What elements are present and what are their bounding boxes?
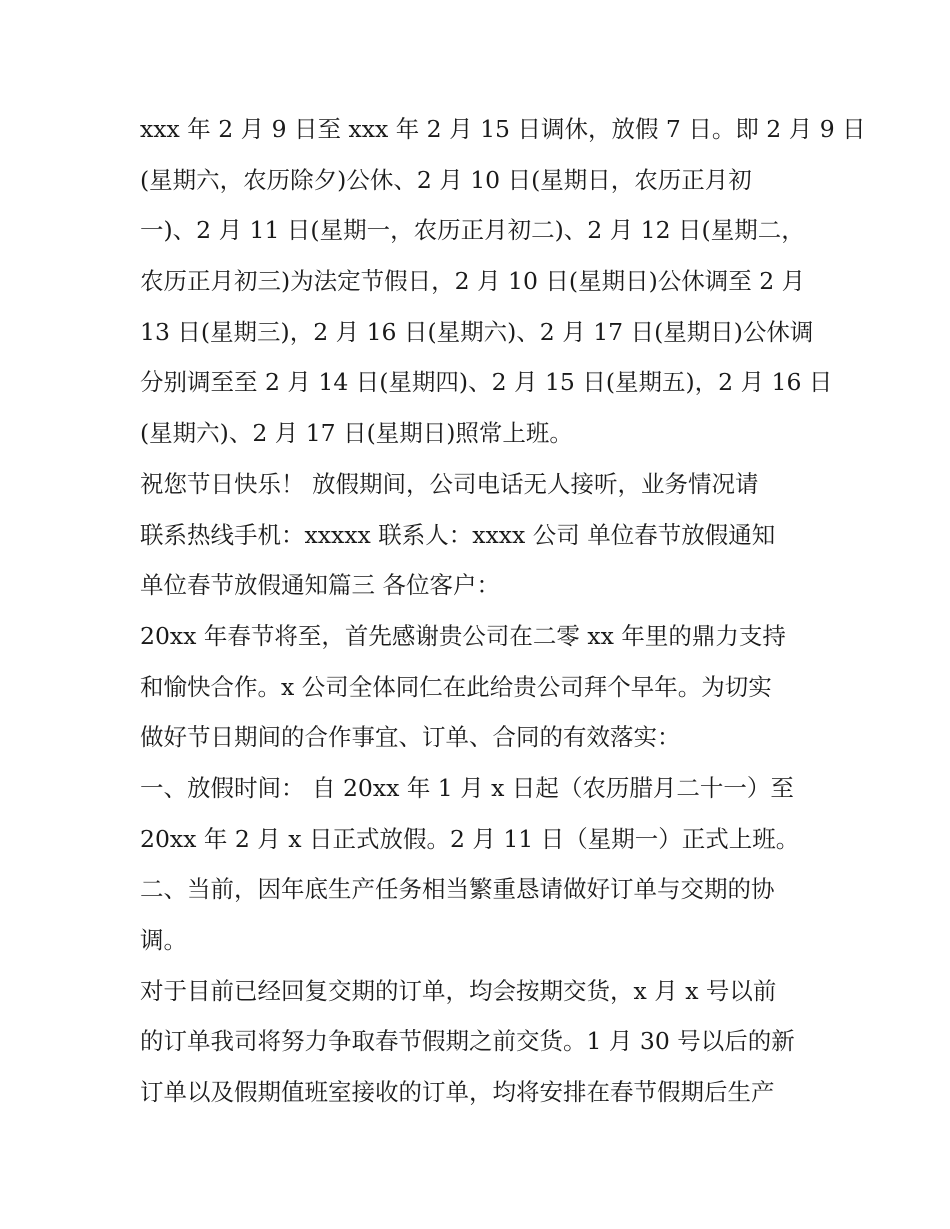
text-line-5: 13 日(星期三)，2 月 16 日(星期六)、2 月 17 日(星期日)公休调 <box>140 317 814 346</box>
text-line-8: 祝您节日快乐！ 放假期间，公司电话无人接听，业务情况请 <box>140 469 759 498</box>
text-line-14: 一、放假时间： 自 20xx 年 1 月 x 日起（农历腊月二十一）至 <box>140 773 794 802</box>
text-line-7: (星期六)、2 月 17 日(星期日)照常上班。 <box>140 419 573 448</box>
text-line-10: 单位春节放假通知篇三 各位客户： <box>140 571 500 600</box>
text-line-16: 二、当前，因年底生产任务相当繁重恳请做好订单与交期的协 <box>140 875 775 904</box>
text-line-12: 和愉快合作。x 公司全体同仁在此给贵公司拜个早年。为切实 <box>140 672 772 701</box>
text-line-13: 做好节日期间的合作事宜、订单、合同的有效落实： <box>140 723 681 752</box>
text-line-9: 联系热线手机：xxxxx 联系人：xxxx 公司 单位春节放假通知 <box>140 520 776 549</box>
text-line-17: 调。 <box>140 926 187 954</box>
text-line-1: xxx 年 2 月 9 日至 xxx 年 2 月 15 日调休，放假 7 日。即 2 月 9 日 <box>140 115 866 143</box>
body-text <box>140 104 866 1118</box>
text-line-4: 农历正月初三)为法定节假日，2 月 10 日(星期日)公休调至 2 月 <box>140 267 806 296</box>
text-line-19: 的订单我司将努力争取春节假期之前交货。1 月 30 号以后的新 <box>140 1027 795 1056</box>
text-line-2: (星期六，农历除夕)公休、2 月 10 日(星期日，农历正月初 <box>140 165 752 194</box>
text-line-3: 一)、2 月 11 日(星期一，农历正月初二)、2 月 12 日(星期二， <box>140 216 805 245</box>
text-line-6: 分别调至至 2 月 14 日(星期四)、2 月 15 日(星期五)，2 月 16 日 <box>140 368 833 397</box>
text-line-18: 对于目前已经回复交期的订单，均会按期交货，x 月 x 号以前 <box>140 976 777 1005</box>
text-line-11: 20xx 年春节将至，首先感谢贵公司在二零 xx 年里的鼎力支持 <box>140 621 786 650</box>
text-line-15: 20xx 年 2 月 x 日正式放假。2 月 11 日（星期一）正式上班。 <box>140 824 800 853</box>
text-line-20: 订单以及假期值班室接收的订单，均将安排在春节假期后生产 <box>140 1078 775 1107</box>
